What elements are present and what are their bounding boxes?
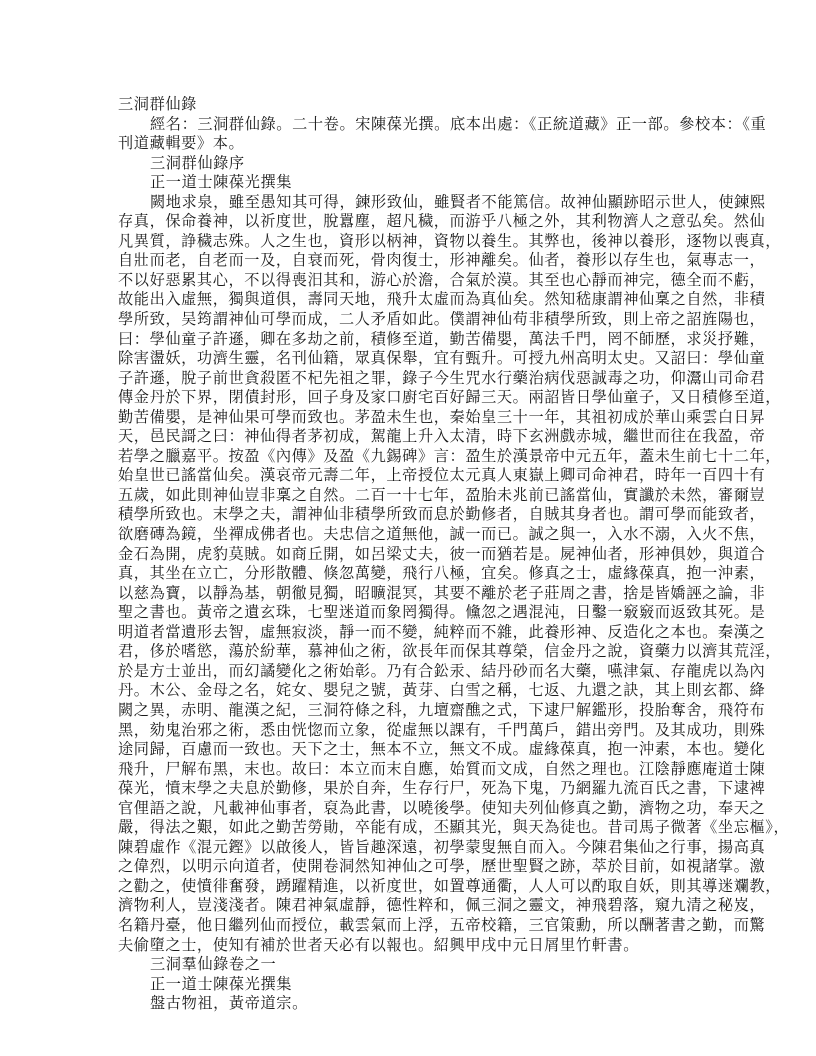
preface-line: 天，邑民謌之曰：神仙得者茅初成，駕龍上升入太清，時下玄洲戲赤城，繼世而往在我盈，帝 — [118, 427, 766, 446]
preface-line: 勤苦備嬰，是神仙果可學而致也。茅盈未生也，秦始皇三十一年，其祖初成於華山乘雲白日昇 — [118, 407, 766, 426]
preface-line: 以慈為寶，以靜為基，朝徹見獨，昭曠混冥，其要不離於老子莊周之書，捨是皆嬌誣之論，非 — [118, 583, 766, 602]
preface-line: 丹。木公、金母之名，姹女、嬰兒之號，黃芽、白雪之稱，七返、九還之訣，其上則玄都、絳 — [118, 681, 766, 700]
preface-line: 葆光，憤末學之夫息於勤修，果於自奔，生存行尸，死為下鬼，乃網羅九流百氏之書，下逮裨 — [118, 779, 766, 798]
preface-line: 故能出入虛無，獨與道俱，壽同天地，飛升太虛而為真仙矣。然知嵇康謂神仙稟之自然，非積 — [118, 290, 766, 309]
meta-line-1: 經名：三洞群仙錄。二十卷。宋陳葆光撰。底本出處：《正統道藏》正一部。參校本：《重 — [150, 114, 767, 133]
volume-title: 三洞羣仙錄卷之一 — [150, 955, 277, 974]
preface-line: 存真，保命養神，以祈度世，脫囂塵，超凡穢，而游乎八極之外，其利物濟人之意弘矣。然仙 — [118, 212, 766, 231]
preface-line: 傳金丹於下界，閉債封形，回子身及家口廚宅百好歸三天。兩詔皆日學仙童子，又日積修至道， — [118, 388, 782, 407]
preface-line: 於是方士並出，而幻譎變化之術始彰。乃有合鈆汞、結丹砂而名大藥，嚥津氣、存龍虎以為內 — [118, 661, 766, 680]
preface-line: 闕之異，赤明、龍漢之紀，三洞符條之科，九壇齋醮之式，下逮尸解鑑形，投胎奪舍，飛符布 — [118, 700, 766, 719]
preface-line: 官俚語之說，凡載神仙事者，裒為此書，以曉後學。使知夫列仙修真之勤，濟物之功，奉天之 — [118, 798, 766, 817]
preface-line: 學所致，吴筠謂神仙可學而成，二人矛盾如此。僕謂神仙苟非積學所致，則上帝之詔旌陽也， — [118, 310, 766, 329]
preface-line: 曰：學仙童子許遜，卿在多劫之前，積修至道，勤苦備嬰，萬法千門，罔不師歷，求災抒難， — [118, 329, 766, 348]
preface-line: 子許遜，脫子前世貪殺匿不杞先祖之罪，錄子今生咒水行藥治病伐惡誠毒之功，仰灊山司命君 — [118, 368, 766, 387]
preface-line: 明道者當遺形去智，虛無寂淡，靜一而不變，純粹而不雜，此養形神、反造化之本也。秦漢之 — [118, 622, 766, 641]
preface-line: 君，侈於嗜慾，蕩於紛華，慕神仙之術，欲長年而保其尊榮，信金丹之說，資藥力以濟其荒淫， — [118, 642, 782, 661]
preface-line: 名籍丹臺，他日繼列仙而授位，載雲氣而上浮，五帝校籍，三官策勳，所以酬著書之勤，而驚 — [118, 915, 766, 934]
preface-line: 飛升，尸解布黑，末也。故曰：本立而末自應，始質而文成，自然之理也。江陰靜應庵道士陳 — [118, 759, 766, 778]
preface-line: 濟物利人，豈淺淺者。陳君神氣虛靜，德性粹和，佩三洞之靈文，神飛碧落，窺九清之秘岌， — [118, 896, 766, 915]
preface-line: 嚴，得法之艱，如此之勤苦勞勛，卒能有成，丕顯其光，與天為徒也。昔司馬子微著《坐忘樞》， — [118, 818, 790, 837]
preface-body — [118, 192, 790, 955]
preface-line: 五歲，如此則神仙豈非稟之自然。二百一十七年，盈胎未兆前已謠當仙，實讖於未然，審爾豈 — [118, 485, 766, 504]
preface-line: 積學所致也。末學之夫，謂神仙非積學所致而息於勤修者，自賊其身者也。謂可學而能致者， — [118, 505, 766, 524]
document-page — [118, 95, 790, 1014]
preface-line: 不以好惡累其心，不以得喪汨其和，游心於澹，合氣於漠。其至也心靜而神完，德全而不虧， — [118, 270, 766, 289]
volume-author: 正一道士陳葆光撰集 — [150, 974, 293, 993]
preface-line: 始皇世已謠當仙矣。漢哀帝元壽二年，上帝授位太元真人東嶽上卿司命神君，時年一百四十有 — [118, 466, 766, 485]
preface-line: 闕地求泉，雖至愚知其可得，鍊形致仙，雖賢者不能篤信。故神仙顯跡昭示世人，使鍊熙 — [150, 192, 766, 211]
preface-line: 夫偷墮之士，使知有補於世者天必有以報也。紹興甲戌中元日屑里竹軒書。 — [118, 935, 639, 954]
preface-line: 自壯而老，自老而一及，自衰而死，骨肉復士，形神離矣。仙者，養形以存生也，氣專志一， — [118, 251, 766, 270]
preface-line: 凡異質，諍穢志殊。人之生也，資形以柄神，資物以養生。其弊也，後神以養形，逐物以喪真， — [118, 231, 782, 250]
preface-title: 三洞群仙錄序 — [150, 153, 245, 172]
preface-line: 聖之書也。黃帝之遺玄珠，七聖迷道而象罔獨得。儵忽之遇混沌，日鑿一竅竅而返致其死。是 — [118, 603, 766, 622]
preface-line: 陳碧虛作《混元鏗》以啟後人，皆旨趣深遠，初學蒙叟無自而入。今陳君集仙之行事，揚高真 — [118, 837, 766, 856]
preface-line: 欲磨磚為鏡，坐禪成佛者也。夫忠信之道無他，誠一而已。誠之與一，入水不溺，入火不焦， — [118, 525, 766, 544]
volume-first-line: 盤古物祖，黃帝道宗。 — [150, 994, 308, 1013]
preface-line: 途同歸，百慮而一致也。天下之士，無本不立，無文不成。虛緣葆真，抱一沖素，本也。變化 — [118, 740, 766, 759]
document-title: 三洞群仙錄 — [118, 95, 197, 113]
meta-line-2: 刊道藏輯要》本。 — [118, 134, 245, 153]
preface-author: 正一道士陳葆光撰集 — [150, 173, 293, 192]
preface-line: 黑，劾鬼治邪之術，悉由恍惚而立象，從虛無以課有，千門萬戶，錯出旁門。及其成功，則殊 — [118, 720, 766, 739]
preface-line: 除害盪妖，功濟生靈，名刊仙籍，眾真保舉，宜有甄升。可授九州高明太史。又詔曰：學仙童 — [118, 349, 766, 368]
preface-line: 真，其坐在立亡，分形散體、倏忽萬變，飛行八極，宜矣。修真之士，虛緣葆真，抱一沖素， — [118, 564, 766, 583]
preface-line: 若學之臘嘉平。按盈《內傳》及盈《九錫碑》言：盈生於漢景帝中元五年，蓋未生前七十二年， — [118, 446, 782, 465]
preface-line: 之勸之，使憤徘奮發，踴躍精進，以祈度世，如置尊通衢，人人可以酌取自妖，則其導迷斕教， — [118, 876, 782, 895]
preface-line: 金石為開，虎豹莫賊。如商丘開，如呂梁丈夫，彼一而猶若是。屍神仙者，形神俱妙，與道合 — [118, 544, 766, 563]
preface-line: 之偉烈，以明示向道者，使開卷洞然知神仙之可學，歷世聖賢之跡，萃於目前，如視諸掌。激 — [118, 857, 766, 876]
